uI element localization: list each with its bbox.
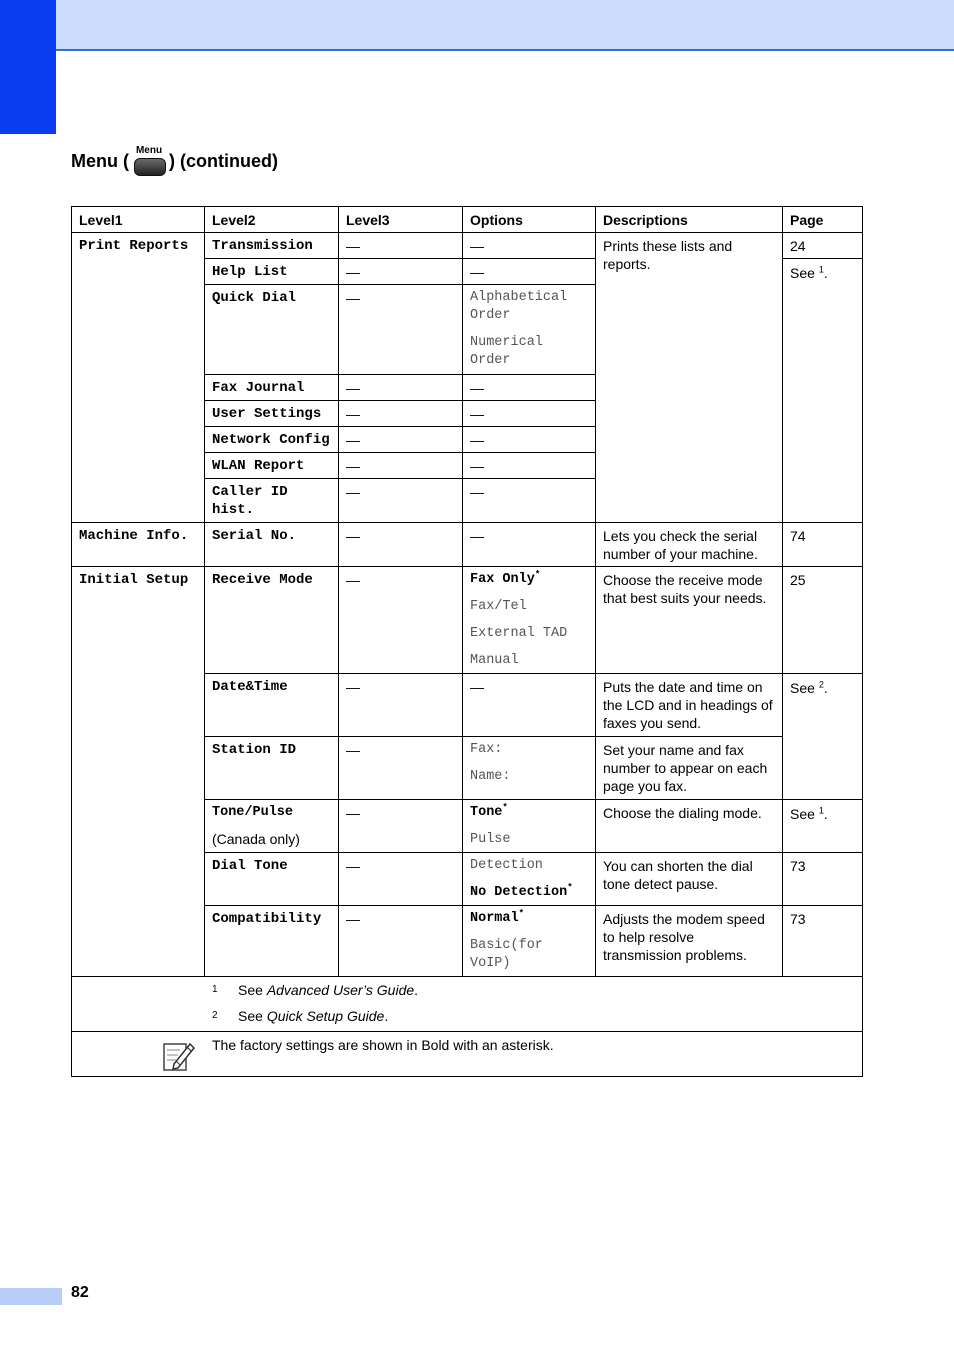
- table-row: [72, 233, 863, 259]
- level3-cell: —: [339, 427, 463, 453]
- description-print-reports: Prints these lists and reports.: [596, 233, 783, 523]
- default-asterisk: *: [567, 882, 573, 893]
- footnotes-cell: [72, 977, 863, 1032]
- options-cell: —: [463, 523, 596, 567]
- description-serial-no: Lets you check the serial number of your machine.: [596, 523, 783, 567]
- level2-user-settings: User Settings: [205, 401, 339, 427]
- option-tone: [470, 804, 588, 822]
- level3-cell: —: [339, 401, 463, 427]
- header-descriptions: Descriptions: [596, 207, 783, 233]
- level3-cell: —: [339, 853, 463, 906]
- level2-network-config: Network Config: [205, 427, 339, 453]
- level3-cell: —: [339, 233, 463, 259]
- menu-key-label: Menu: [135, 145, 163, 156]
- level3-cell: —: [339, 453, 463, 479]
- footnote-suffix: .: [414, 982, 419, 998]
- option-external-tad: External TAD: [470, 626, 568, 641]
- level2-tone-pulse: Tone/Pulse: [212, 805, 294, 820]
- menu-key-body: [134, 158, 166, 176]
- table-header-row: [72, 207, 863, 233]
- header-level3: Level3: [339, 207, 463, 233]
- footnote-ref: 2: [818, 679, 824, 690]
- description-compatibility: Adjusts the modem speed to help resolve transmission problems.: [596, 906, 783, 977]
- description-station-id: Set your name and fax number to appear on each page you fax.: [596, 737, 783, 800]
- note-cell: [72, 1032, 863, 1077]
- level2-tone-pulse-cell: [205, 800, 339, 853]
- description-tone-pulse: Choose the dialing mode.: [596, 800, 783, 853]
- see-suffix: .: [823, 680, 828, 696]
- options-cell: —: [463, 453, 596, 479]
- page-cell-see: [783, 674, 863, 800]
- note-row: [72, 1032, 863, 1077]
- level2-station-id: Station ID: [205, 737, 339, 800]
- level2-wlan-report: WLAN Report: [205, 453, 339, 479]
- level2-serial-no: Serial No.: [205, 523, 339, 567]
- footnote-ref: 1: [818, 264, 824, 275]
- level2-date-time: Date&Time: [205, 674, 339, 737]
- footnote-suffix: .: [384, 1008, 389, 1024]
- menu-key-icon: [131, 146, 167, 176]
- option-manual: Manual: [470, 653, 519, 668]
- note-pencil-icon: [162, 1038, 196, 1072]
- option-normal: [470, 910, 588, 928]
- page-cell: 73: [783, 906, 863, 977]
- page-heading: [71, 146, 278, 176]
- level2-quick-dial: Quick Dial: [205, 285, 339, 375]
- page-number: 82: [71, 1284, 89, 1301]
- footnote-2: [212, 1007, 855, 1025]
- level3-cell: —: [339, 906, 463, 977]
- option-text: No Detection: [470, 885, 568, 900]
- see-prefix: See: [790, 680, 819, 696]
- level3-cell: —: [339, 523, 463, 567]
- option-detection: Detection: [470, 858, 543, 873]
- heading-suffix: ) (continued): [169, 151, 278, 171]
- see-prefix: See: [790, 265, 819, 281]
- option-fax-only: [470, 571, 588, 589]
- level2-help-list: Help List: [205, 259, 339, 285]
- level2-transmission: Transmission: [205, 233, 339, 259]
- option-name: Name:: [470, 769, 511, 784]
- options-cell: [463, 567, 596, 674]
- options-cell: —: [463, 479, 596, 523]
- level3-cell: —: [339, 479, 463, 523]
- option-fax: Fax:: [470, 742, 503, 757]
- level3-cell: —: [339, 567, 463, 674]
- default-asterisk: *: [502, 802, 508, 813]
- options-cell: —: [463, 427, 596, 453]
- footnotes-row: [72, 977, 863, 1032]
- option-text: Fax Only: [470, 572, 535, 587]
- options-cell: [463, 853, 596, 906]
- description-date-time: Puts the date and time on the LCD and in headings of faxes you send.: [596, 674, 783, 737]
- page-cell: 24: [783, 233, 863, 259]
- footnote-prefix: See: [238, 1008, 267, 1024]
- level3-cell: —: [339, 375, 463, 401]
- level2-compatibility: Compatibility: [205, 906, 339, 977]
- default-asterisk: *: [518, 908, 525, 919]
- page-cell-see: [783, 259, 863, 523]
- option-fax-tel: Fax/Tel: [470, 599, 527, 614]
- header-level1: Level1: [72, 207, 205, 233]
- page-cell: 73: [783, 853, 863, 906]
- header-band: [0, 0, 954, 51]
- option-alphabetical-order: Alphabetical Order: [470, 290, 568, 323]
- option-text: Tone: [470, 805, 503, 820]
- description-receive-mode: Choose the receive mode that best suits your needs.: [596, 567, 783, 674]
- footnote-prefix: See: [238, 982, 267, 998]
- footnote-1: [212, 981, 855, 999]
- see-suffix: .: [823, 265, 828, 281]
- level2-caller-id-hist: Caller ID hist.: [205, 479, 339, 523]
- heading-prefix: Menu (: [71, 151, 129, 171]
- options-cell: [463, 906, 596, 977]
- option-pulse: Pulse: [470, 832, 511, 847]
- option-basic-voip: Basic(for VoIP): [470, 938, 543, 971]
- page-cell-see: [783, 800, 863, 853]
- option-no-detection: [470, 884, 588, 902]
- options-cell: [463, 285, 596, 375]
- level3-cell: —: [339, 674, 463, 737]
- level2-note: (Canada only): [212, 831, 300, 847]
- footnote-number: 2: [212, 1010, 218, 1021]
- options-cell: [463, 737, 596, 800]
- options-cell: [463, 800, 596, 853]
- footnote-guide-title: Advanced User’s Guide: [266, 982, 415, 998]
- menu-table: [71, 206, 863, 1077]
- table-row: [72, 523, 863, 567]
- level3-cell: —: [339, 285, 463, 375]
- see-prefix: See: [790, 806, 819, 822]
- table-row: [72, 567, 863, 674]
- note-text: The factory settings are shown in Bold with an asterisk.: [212, 1037, 554, 1053]
- footnote-number: 1: [212, 984, 218, 995]
- option-text: Normal: [470, 911, 519, 926]
- level3-cell: —: [339, 259, 463, 285]
- header-options: Options: [463, 207, 596, 233]
- level1-print-reports: Print Reports: [72, 233, 205, 523]
- page-cell: 74: [783, 523, 863, 567]
- level2-fax-journal: Fax Journal: [205, 375, 339, 401]
- options-cell: —: [463, 259, 596, 285]
- see-suffix: .: [823, 806, 828, 822]
- level3-cell: —: [339, 800, 463, 853]
- options-cell: —: [463, 375, 596, 401]
- level2-receive-mode: Receive Mode: [205, 567, 339, 674]
- footnote-guide-title: Quick Setup Guide: [266, 1008, 385, 1024]
- level2-dial-tone: Dial Tone: [205, 853, 339, 906]
- footnote-ref: 1: [818, 805, 824, 816]
- option-numerical-order: Numerical Order: [470, 335, 543, 368]
- page-number-tab: [0, 1288, 62, 1305]
- level1-initial-setup: Initial Setup: [72, 567, 205, 977]
- description-dial-tone: You can shorten the dial tone detect pause.: [596, 853, 783, 906]
- options-cell: —: [463, 233, 596, 259]
- header-page: Page: [783, 207, 863, 233]
- options-cell: —: [463, 401, 596, 427]
- level3-cell: —: [339, 737, 463, 800]
- header-level2: Level2: [205, 207, 339, 233]
- page-cell: 25: [783, 567, 863, 674]
- chapter-tab: [0, 0, 56, 134]
- default-asterisk: *: [534, 569, 541, 580]
- options-cell: —: [463, 674, 596, 737]
- level1-machine-info: Machine Info.: [72, 523, 205, 567]
